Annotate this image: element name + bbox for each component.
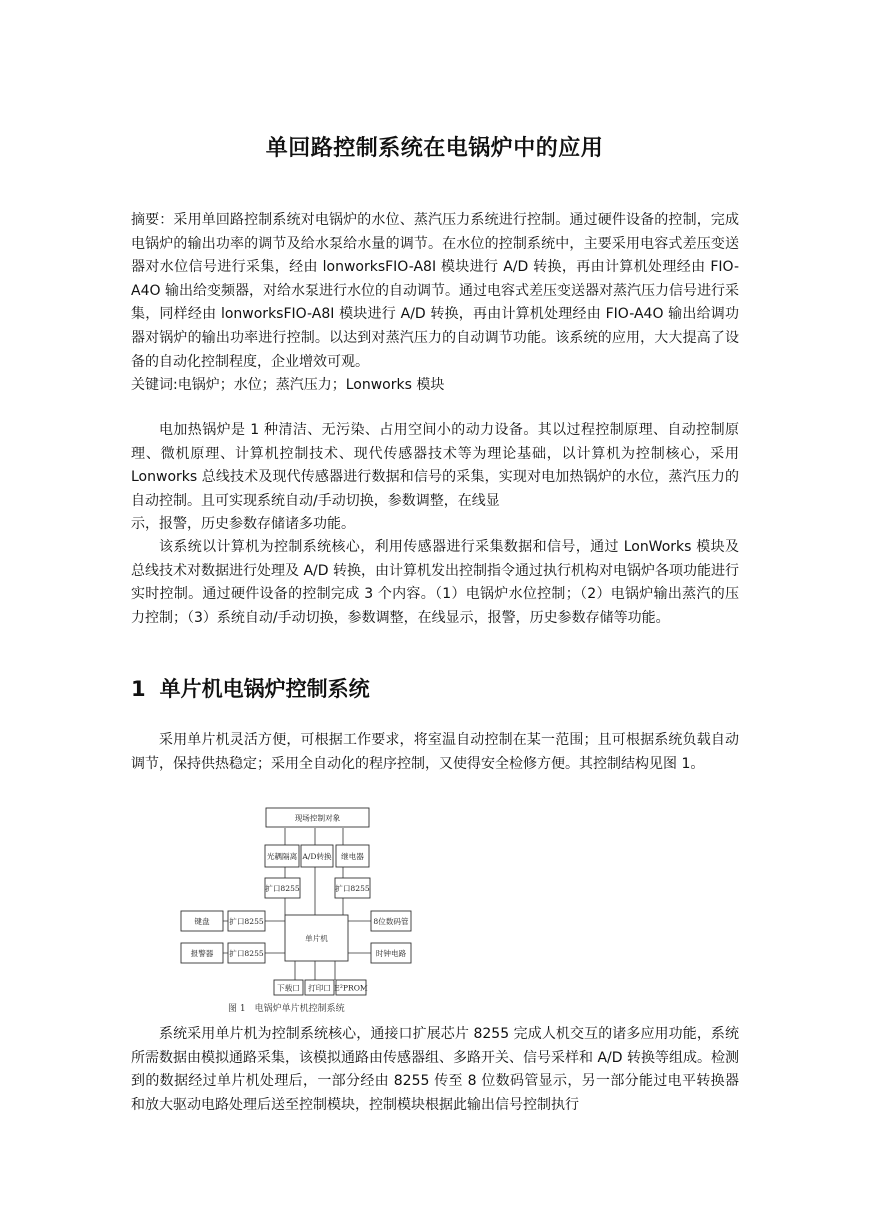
block-clock-label: 时钟电路 [375, 949, 407, 958]
block-eeprom-label: E²PROM [334, 983, 368, 993]
block-keyboard [181, 911, 223, 931]
block-print-label: 打印口 [308, 983, 331, 993]
block-port-kb-label: 扩口8255 [229, 917, 264, 926]
block-mcu [285, 915, 348, 961]
block-relay [336, 845, 369, 867]
block-port-top-left [265, 878, 300, 898]
block-download-port [274, 980, 303, 995]
block-download-label: 下载口 [277, 983, 300, 993]
block-port-top-right [335, 878, 370, 898]
block-port-tl-label: 扩口8255 [265, 884, 300, 893]
section-paragraph-1: 采用单片机灵活方便，可根据工作要求，将室温自动控制在某一范围；且可根据系统负载自动调节，保持供热稳定；采用全自动化的程序控制，又使得安全检修方便。其控制结构见图 1。 [131, 732, 739, 772]
block-port-al-label: 扩口8255 [229, 949, 264, 958]
intro-paragraph-1: 电加热锅炉是 1 种清洁、无污染、占用空间小的动力设备。其以过程控制原理、自动控制原理、微机原理、计算机控制技术、现代传感器技术等为理论基础，以计算机为控制核心，采用 Lonworks 总线技术及现代传感器进行数据和信号的采集，实现对电加热锅炉的水位，蒸汽压力的自动控制。且可实现系统自动/手动切换，参数调整，在线显 [131, 422, 739, 509]
block-clock [371, 943, 411, 963]
block-keyboard-label: 键盘 [194, 917, 210, 926]
block-relay-label: 继电器 [341, 852, 364, 861]
paper-title: 单回路控制系统在电锅炉中的应用 [265, 136, 604, 161]
intro-paragraph-2: 该系统以计算机为控制系统核心，利用传感器进行采集数据和信号，通过 LonWorks 模块及总线技术对数据进行处理及 A/D 转换，由计算机发出控制指令通过执行机构对电锅炉各项功能进行实时控制。通过硬件设备的控制完成 3 个内容。（1）电锅炉水位控制；（2）电锅炉输出蒸汽的压力控制；（3）系统自动/手动切换，参数调整，在线显示，报警，历史参数存储等功能。 [131, 539, 739, 626]
block-mcu-label: 单片机 [305, 934, 328, 943]
section-heading [131, 673, 370, 703]
block-adc [301, 845, 333, 867]
block-field-label: 现场控制对象 [294, 813, 341, 823]
block-adc-label: A/D转换 [302, 852, 332, 861]
block-port-alarm [228, 943, 265, 963]
block-display [371, 911, 411, 931]
figure-caption: 图 1 电锅炉单片机控制系统 [228, 1004, 345, 1014]
block-field-object [266, 808, 369, 827]
keywords: 关键词:电锅炉；水位；蒸汽压力；Lonworks 模块 [131, 377, 445, 393]
abstract: 摘要：采用单回路控制系统对电锅炉的水位、蒸汽压力系统进行控制。通过硬件设备的控制，完成电锅炉的输出功率的调节及给水泵给水量的调节。在水位的控制系统中，主要采用电容式差压变送器对水位信号进行采集，经由 lonworksFIO-A8I 模块进行 A/D 转换，再由计算机处理经由 FIO-A4O 输出给变频器，对给水泵进行水位的自动调节。通过电容式差压变送器对蒸汽压力信号进行采集，同样经由 lonworksFIO-A8I 模块进行 A/D 转换，再由计算机处理经由 FIO-A4O 输出给调功器对锅炉的输出功率进行控制。以达到对蒸汽压力的自动调节功能。该系统的应用，大大提高了设备的自动化控制程度，企业增效可观。 [131, 212, 739, 370]
block-port-tr-label: 扩口8255 [335, 884, 370, 893]
block-port-keyboard [228, 911, 265, 931]
figure-1-block-diagram [178, 805, 414, 1015]
block-display-label: 8位数码管 [373, 917, 409, 926]
section-number: 1 [131, 677, 146, 701]
block-alarm [181, 943, 223, 963]
block-opto-label: 光耦隔离 [266, 852, 298, 861]
block-eeprom [334, 980, 368, 995]
block-alarm-label: 报警器 [190, 949, 214, 958]
intro-paragraph-1-cont: 示，报警，历史参数存储诸多功能。 [131, 516, 355, 532]
section-paragraph-2: 系统采用单片机为控制系统核心，通接口扩展芯片 8255 完成人机交互的诸多应用功能，系统所需数据由模拟通路采集，该模拟通路由传感器组、多路开关、信号采样和 A/D 转换等组成。检测到的数据经过单片机处理后，一部分经由 8255 传至 8 位数码管显示，另一部分能过电平转换器和放大驱动电路处理后送至控制模块，控制模块根据此输出信号控制执行 [131, 1026, 739, 1113]
block-opto-isolation [265, 845, 299, 867]
section-title: 单片机电锅炉控制系统 [159, 677, 370, 701]
block-print-port [305, 980, 334, 995]
